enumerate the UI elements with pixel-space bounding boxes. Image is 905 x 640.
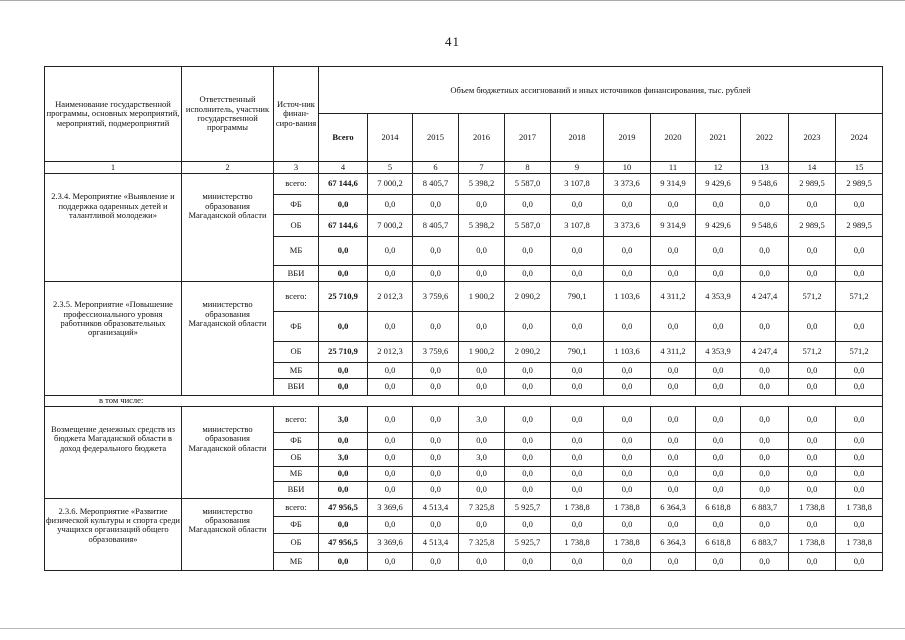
year-value: 9 314,9: [651, 174, 696, 195]
total-value: 25 710,9: [319, 342, 368, 363]
year-value: 0,0: [789, 237, 836, 266]
year-value: 0,0: [551, 553, 604, 571]
year-value: 0,0: [696, 312, 741, 342]
year-value: 0,0: [651, 194, 696, 215]
year-value: 0,0: [696, 517, 741, 533]
year-value: 3,0: [459, 407, 505, 433]
year-value: 0,0: [368, 237, 413, 266]
year-value: 0,0: [836, 466, 883, 481]
year-value: 0,0: [789, 312, 836, 342]
column-number: 1: [45, 161, 182, 173]
year-value: 0,0: [368, 482, 413, 498]
column-number: 12: [696, 161, 741, 173]
year-value: 4 247,4: [741, 282, 789, 312]
year-value: 0,0: [741, 237, 789, 266]
year-value: 5 925,7: [505, 498, 551, 517]
table-row: [45, 282, 883, 312]
column-number: 10: [604, 161, 651, 173]
year-value: 0,0: [651, 432, 696, 450]
funding-source: ОБ: [274, 342, 319, 363]
year-value: 2 012,3: [368, 342, 413, 363]
year-value: 0,0: [551, 466, 604, 481]
year-value: 0,0: [551, 194, 604, 215]
year-value: 2 989,5: [836, 174, 883, 195]
year-value: 0,0: [413, 237, 459, 266]
year-value: 0,0: [651, 407, 696, 433]
funding-source: МБ: [274, 237, 319, 266]
year-value: 0,0: [368, 553, 413, 571]
year-value: 0,0: [368, 194, 413, 215]
year-value: 0,0: [836, 407, 883, 433]
funding-source: ВБИ: [274, 482, 319, 498]
year-value: 0,0: [789, 432, 836, 450]
year-value: 0,0: [604, 466, 651, 481]
year-value: 0,0: [368, 450, 413, 466]
year-value: 0,0: [696, 466, 741, 481]
total-value: 0,0: [319, 379, 368, 395]
year-value: 4 353,9: [696, 342, 741, 363]
year-value: 0,0: [696, 450, 741, 466]
year-value: 1 738,8: [551, 498, 604, 517]
year-value: 0,0: [459, 194, 505, 215]
header-year: 2020: [651, 114, 696, 161]
year-value: 0,0: [651, 466, 696, 481]
funding-source: ФБ: [274, 432, 319, 450]
year-value: 0,0: [459, 362, 505, 378]
column-number: 7: [459, 161, 505, 173]
header-year: 2024: [836, 114, 883, 161]
total-value: 0,0: [319, 517, 368, 533]
year-value: 0,0: [604, 265, 651, 281]
funding-source: ВБИ: [274, 379, 319, 395]
column-number: 5: [368, 161, 413, 173]
year-value: 0,0: [741, 265, 789, 281]
total-value: 47 956,5: [319, 533, 368, 553]
year-value: 2 989,5: [836, 215, 883, 237]
year-value: 6 618,8: [696, 498, 741, 517]
year-value: 0,0: [789, 517, 836, 533]
year-value: 0,0: [604, 379, 651, 395]
year-value: 0,0: [551, 432, 604, 450]
year-value: 3 107,8: [551, 215, 604, 237]
funding-source: всего:: [274, 282, 319, 312]
year-value: 3 107,8: [551, 174, 604, 195]
year-value: 0,0: [651, 237, 696, 266]
year-value: 0,0: [413, 466, 459, 481]
total-value: 0,0: [319, 466, 368, 481]
header-year: 2014: [368, 114, 413, 161]
measure-name: 2.3.6. Мероприятие «Развитие физической культуры и спорта среди учащихся организаций общего образования»: [45, 498, 182, 570]
year-value: 1 738,8: [604, 498, 651, 517]
year-value: 2 989,5: [789, 174, 836, 195]
year-value: 0,0: [459, 553, 505, 571]
year-value: 0,0: [651, 517, 696, 533]
year-value: 7 325,8: [459, 533, 505, 553]
responsible-executor: министерство образования Магаданской области: [182, 407, 274, 499]
year-value: 0,0: [696, 265, 741, 281]
year-value: 2 090,2: [505, 342, 551, 363]
header-year: 2017: [505, 114, 551, 161]
year-value: 0,0: [505, 407, 551, 433]
year-value: 0,0: [789, 379, 836, 395]
header-total: Всего: [319, 114, 368, 161]
year-value: 1 738,8: [789, 498, 836, 517]
funding-source: ОБ: [274, 215, 319, 237]
year-value: 0,0: [741, 362, 789, 378]
year-value: 3 373,6: [604, 174, 651, 195]
year-value: 0,0: [696, 237, 741, 266]
year-value: 9 548,6: [741, 215, 789, 237]
year-value: 0,0: [604, 450, 651, 466]
year-value: 0,0: [459, 312, 505, 342]
year-value: 0,0: [413, 450, 459, 466]
header-budget-span: Объем бюджетных ассигнований и иных источников финансирования, тыс. рублей: [319, 67, 883, 114]
year-value: 5 925,7: [505, 533, 551, 553]
year-value: 2 090,2: [505, 282, 551, 312]
year-value: 7 000,2: [368, 215, 413, 237]
year-value: 0,0: [368, 432, 413, 450]
year-value: 0,0: [651, 553, 696, 571]
measure-name: 2.3.5. Мероприятие «Повышение профессионального уровня работников образовательных организаций»: [45, 282, 182, 395]
year-value: 0,0: [836, 553, 883, 571]
year-value: 0,0: [789, 265, 836, 281]
year-value: 0,0: [651, 379, 696, 395]
year-value: 0,0: [741, 194, 789, 215]
year-value: 1 738,8: [836, 498, 883, 517]
year-value: 0,0: [459, 517, 505, 533]
year-value: 0,0: [551, 237, 604, 266]
year-value: 0,0: [789, 362, 836, 378]
header-year: 2021: [696, 114, 741, 161]
year-value: 0,0: [459, 432, 505, 450]
responsible-executor: министерство образования Магаданской области: [182, 498, 274, 570]
header-executor: Ответственный исполнитель, участник государственной программы: [182, 67, 274, 162]
year-value: 790,1: [551, 342, 604, 363]
header-year: 2015: [413, 114, 459, 161]
year-value: 790,1: [551, 282, 604, 312]
funding-source: ВБИ: [274, 265, 319, 281]
responsible-executor: министерство образования Магаданской области: [182, 282, 274, 395]
table-row: [45, 498, 883, 517]
year-value: 4 311,2: [651, 342, 696, 363]
year-value: 8 405,7: [413, 174, 459, 195]
year-value: 0,0: [459, 466, 505, 481]
year-value: 571,2: [789, 342, 836, 363]
year-value: 0,0: [696, 407, 741, 433]
year-value: 9 429,6: [696, 215, 741, 237]
year-value: 6 364,3: [651, 498, 696, 517]
funding-source: МБ: [274, 362, 319, 378]
year-value: 571,2: [836, 342, 883, 363]
column-number: 8: [505, 161, 551, 173]
year-value: 0,0: [551, 517, 604, 533]
header-year: 2019: [604, 114, 651, 161]
measure-name: Возмещение денежных средств из бюджета Магаданской области в доход федерального бюджета: [45, 407, 182, 499]
year-value: 1 738,8: [789, 533, 836, 553]
year-value: 0,0: [789, 482, 836, 498]
year-value: 0,0: [836, 450, 883, 466]
year-value: 5 398,2: [459, 174, 505, 195]
year-value: 0,0: [789, 194, 836, 215]
funding-source: ФБ: [274, 194, 319, 215]
year-value: 1 738,8: [551, 533, 604, 553]
total-value: 0,0: [319, 265, 368, 281]
year-value: 0,0: [413, 379, 459, 395]
year-value: 0,0: [551, 407, 604, 433]
year-value: 6 883,7: [741, 498, 789, 517]
year-value: 0,0: [696, 482, 741, 498]
year-value: 0,0: [651, 482, 696, 498]
year-value: 6 364,3: [651, 533, 696, 553]
year-value: 0,0: [505, 379, 551, 395]
funding-source: МБ: [274, 553, 319, 571]
year-value: 6 883,7: [741, 533, 789, 553]
column-number: 2: [182, 161, 274, 173]
year-value: 0,0: [651, 265, 696, 281]
year-value: 2 989,5: [789, 215, 836, 237]
year-value: 0,0: [696, 194, 741, 215]
total-value: 47 956,5: [319, 498, 368, 517]
year-value: 0,0: [505, 553, 551, 571]
year-value: 0,0: [604, 237, 651, 266]
year-value: 0,0: [413, 194, 459, 215]
year-value: 0,0: [505, 265, 551, 281]
year-value: 0,0: [551, 312, 604, 342]
year-value: 0,0: [505, 237, 551, 266]
year-value: 3 369,6: [368, 498, 413, 517]
scan-edge-top: [0, 0, 905, 1]
year-value: 0,0: [789, 553, 836, 571]
year-value: 0,0: [789, 466, 836, 481]
scan-edge-bottom: [0, 628, 905, 629]
year-value: 0,0: [368, 265, 413, 281]
header-year: 2016: [459, 114, 505, 161]
funding-source: ФБ: [274, 517, 319, 533]
year-value: 3 369,6: [368, 533, 413, 553]
year-value: 0,0: [459, 237, 505, 266]
year-value: 4 513,4: [413, 498, 459, 517]
funding-source: ОБ: [274, 450, 319, 466]
year-value: 0,0: [741, 379, 789, 395]
year-value: 3 759,6: [413, 342, 459, 363]
year-value: 0,0: [789, 407, 836, 433]
year-value: 0,0: [551, 450, 604, 466]
year-value: 5 398,2: [459, 215, 505, 237]
year-value: 0,0: [741, 432, 789, 450]
year-value: 1 103,6: [604, 342, 651, 363]
year-value: 0,0: [413, 517, 459, 533]
year-value: 0,0: [505, 450, 551, 466]
total-value: 25 710,9: [319, 282, 368, 312]
year-value: 0,0: [604, 407, 651, 433]
year-value: 1 103,6: [604, 282, 651, 312]
total-value: 0,0: [319, 432, 368, 450]
year-value: 0,0: [368, 362, 413, 378]
year-value: 0,0: [413, 482, 459, 498]
year-value: 0,0: [604, 194, 651, 215]
year-value: 571,2: [836, 282, 883, 312]
header-name: Наименование государственной программы, основных мероприятий, мероприятий, подмероприятий: [45, 67, 182, 162]
year-value: 4 513,4: [413, 533, 459, 553]
year-value: 0,0: [368, 312, 413, 342]
year-value: 0,0: [651, 312, 696, 342]
year-value: 0,0: [741, 517, 789, 533]
year-value: 0,0: [413, 432, 459, 450]
column-number: 14: [789, 161, 836, 173]
year-value: 0,0: [505, 194, 551, 215]
year-value: 0,0: [413, 265, 459, 281]
year-value: 4 353,9: [696, 282, 741, 312]
total-value: 0,0: [319, 194, 368, 215]
page-number: 41: [445, 34, 460, 49]
year-value: 0,0: [413, 312, 459, 342]
year-value: 0,0: [413, 362, 459, 378]
year-value: 0,0: [741, 407, 789, 433]
year-value: 0,0: [836, 312, 883, 342]
year-value: 0,0: [505, 466, 551, 481]
year-value: 0,0: [741, 466, 789, 481]
year-value: 0,0: [604, 553, 651, 571]
table-row: [45, 407, 883, 433]
year-value: 0,0: [505, 362, 551, 378]
year-value: 0,0: [836, 265, 883, 281]
total-value: 3,0: [319, 450, 368, 466]
year-value: 7 000,2: [368, 174, 413, 195]
year-value: 0,0: [696, 362, 741, 378]
year-value: 7 325,8: [459, 498, 505, 517]
year-value: 4 247,4: [741, 342, 789, 363]
total-value: 0,0: [319, 482, 368, 498]
year-value: 0,0: [651, 450, 696, 466]
year-value: 0,0: [741, 312, 789, 342]
column-number: 4: [319, 161, 368, 173]
column-number: 3: [274, 161, 319, 173]
year-value: 0,0: [368, 466, 413, 481]
total-value: 3,0: [319, 407, 368, 433]
year-value: 0,0: [505, 432, 551, 450]
year-value: 0,0: [836, 482, 883, 498]
year-value: 0,0: [651, 362, 696, 378]
year-value: 0,0: [459, 482, 505, 498]
header-source: Источ-ник финан-сиро-вания: [274, 67, 319, 162]
including-label: в том числе:: [45, 395, 883, 406]
year-value: 0,0: [368, 517, 413, 533]
column-number: 13: [741, 161, 789, 173]
year-value: 0,0: [741, 482, 789, 498]
year-value: 0,0: [604, 432, 651, 450]
year-value: 0,0: [741, 450, 789, 466]
year-value: 0,0: [696, 553, 741, 571]
funding-source: МБ: [274, 466, 319, 481]
year-value: 0,0: [741, 553, 789, 571]
year-value: 9 548,6: [741, 174, 789, 195]
year-value: 0,0: [368, 407, 413, 433]
year-value: 0,0: [836, 237, 883, 266]
year-value: 0,0: [836, 194, 883, 215]
year-value: 0,0: [836, 517, 883, 533]
funding-source: ФБ: [274, 312, 319, 342]
responsible-executor: министерство образования Магаданской области: [182, 174, 274, 282]
header-year: 2022: [741, 114, 789, 161]
year-value: 0,0: [696, 379, 741, 395]
total-value: 0,0: [319, 312, 368, 342]
total-value: 67 144,6: [319, 215, 368, 237]
including-row: [45, 395, 883, 406]
year-value: 0,0: [505, 482, 551, 498]
total-value: 0,0: [319, 362, 368, 378]
year-value: 0,0: [836, 362, 883, 378]
funding-source: всего:: [274, 498, 319, 517]
year-value: 0,0: [505, 517, 551, 533]
year-value: 0,0: [459, 265, 505, 281]
column-number: 9: [551, 161, 604, 173]
year-value: 0,0: [551, 265, 604, 281]
column-number: 15: [836, 161, 883, 173]
year-value: 9 314,9: [651, 215, 696, 237]
year-value: 5 587,0: [505, 215, 551, 237]
year-value: 3 759,6: [413, 282, 459, 312]
header-year: 2018: [551, 114, 604, 161]
year-value: 0,0: [789, 450, 836, 466]
header-year: 2023: [789, 114, 836, 161]
year-value: 0,0: [551, 362, 604, 378]
year-value: 8 405,7: [413, 215, 459, 237]
year-value: 2 012,3: [368, 282, 413, 312]
year-value: 0,0: [604, 312, 651, 342]
year-value: 4 311,2: [651, 282, 696, 312]
year-value: 0,0: [368, 379, 413, 395]
year-value: 0,0: [604, 482, 651, 498]
year-value: 0,0: [459, 379, 505, 395]
budget-table: [44, 66, 883, 571]
year-value: 5 587,0: [505, 174, 551, 195]
year-value: 1 900,2: [459, 282, 505, 312]
year-value: 571,2: [789, 282, 836, 312]
year-value: 6 618,8: [696, 533, 741, 553]
column-number: 6: [413, 161, 459, 173]
total-value: 0,0: [319, 553, 368, 571]
column-number: 11: [651, 161, 696, 173]
table-row: [45, 174, 883, 195]
year-value: 1 738,8: [836, 533, 883, 553]
measure-name: 2.3.4. Мероприятие «Выявление и поддержка одаренных детей и талантливой молодежи»: [45, 174, 182, 282]
year-value: 9 429,6: [696, 174, 741, 195]
year-value: 3 373,6: [604, 215, 651, 237]
year-value: 0,0: [836, 432, 883, 450]
year-value: 0,0: [604, 517, 651, 533]
year-value: 0,0: [604, 362, 651, 378]
year-value: 1 900,2: [459, 342, 505, 363]
year-value: 3,0: [459, 450, 505, 466]
year-value: 0,0: [836, 379, 883, 395]
year-value: 0,0: [551, 482, 604, 498]
year-value: 0,0: [551, 379, 604, 395]
year-value: 0,0: [505, 312, 551, 342]
year-value: 0,0: [696, 432, 741, 450]
year-value: 0,0: [413, 553, 459, 571]
funding-source: ОБ: [274, 533, 319, 553]
funding-source: всего:: [274, 174, 319, 195]
funding-source: всего:: [274, 407, 319, 433]
total-value: 67 144,6: [319, 174, 368, 195]
year-value: 0,0: [413, 407, 459, 433]
total-value: 0,0: [319, 237, 368, 266]
year-value: 1 738,8: [604, 533, 651, 553]
